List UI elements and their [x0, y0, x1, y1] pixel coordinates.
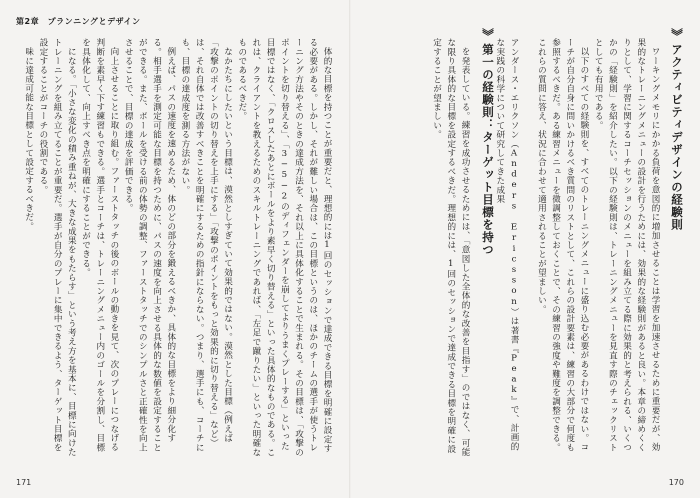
left-paragraph-1: 体的な目標を持つことが重要だと、理想的には1回のセッションで達成できる目標を明確に設定する必要がある。しかし、それが難しい場合は、この目標というのは、ほかのチームの選手が使うトレーニング方法やそのときの達成方法を、それ以上に具体化することで生まれる。その目標は、「攻撃のポイントを切り替える」、「3−5−2のディフェンダーを崩してよりうまくプレーする」といった目標ではなく、「クロスしたあとにボールをより素早く切り替える」といった具体的なものである。これは、クライアントを教えるためのスキルトレーニングであれば、「左足で蹴りたい」といった明確なものであるべきだ。 [236, 38, 332, 457]
left-paragraph-3: 例えば、パスの速度を速めるため、体のどの部分を鍛えるべきか、具体的な目標をより細分化する。相手選手を測定可能な目標を持つために、パスの速度を向上させる具体的な数値を設定することができる。また、ボールを受ける前の体勢の調整、ファーストタッチでのシンプルさと正確性を向上させることで、目標の達成を評価できる。 [123, 38, 176, 452]
right-body-text-a [526, 38, 662, 458]
running-header: 第2章 プランニングとデザイン [16, 17, 141, 26]
page-number-left: 171 [16, 478, 32, 487]
chevron-mark-icon: 》》 [670, 28, 684, 38]
page-number-right: 170 [668, 478, 684, 487]
right-paragraph-1: ワーキングメモリにかかる負荷を意図的に増加させることは学習を加速させるために重要だが、効果的なトレーニングメニューの設計を行うためには、効果的な経験則があると良い。本章の締めくくりとして、学習に関するコーチセッションのメニューを組み立てる際に効果的と考えられる、いくつかの「経験則」を紹介したい。以下の経験則は、トレーニングメニューを見直す際のチェックリストとしても有用である。 [593, 38, 660, 452]
left-body-text [23, 38, 334, 458]
left-paragraph-5: になる。「小さな変化の積み重ねが、大きな成果をもたらす」という考え方を基本に、目標に向けたトレーニングを組み立てることが重要だ。選手が自分のプレーに集中できるよう、ターゲット目標を設定することがコーチの役割である。 [37, 38, 77, 457]
left-paragraph-6: 味に達成可能な目標として設定するべきだ。 [23, 46, 34, 231]
chevron-mark-icon: 》》 [481, 28, 495, 38]
section-heading [670, 28, 684, 231]
subsection-heading [481, 28, 495, 256]
section-heading-text: アクティビティデザインの経験則 [670, 43, 684, 231]
right-body-text-b [364, 38, 472, 458]
right-paragraph-2: 以下のすべての経験則を、すべてのトレーニングメニューに盛り込む必要があるわけではない。コーチが自分自身に問いかけるべき質問のリストとして、これらの設計要素は、練習の大部分で何度も参照するべきだ。ある練習メニューを微調整しておくことで、その練習の強度や難度を調整できる。これらの質問に答え、状況に合わせて適用されることが望ましい。 [536, 38, 589, 452]
left-paragraph-4: 向上させることに取り組む。ファーストタッチの後のボールの動きを見て、次のプレーにつなげる判断を素早く下す練習もできる。選手とコーチは、トレーニングメニュー内のゴールを分割し、目標を具体化して、向上すべき点を明確にすることができる。 [80, 38, 119, 452]
right-paragraph-3: を発表している。練習を成功させるためには、「意図した全体的な改善を目指す」のではなく、可能な限り具体的な目標を設定するべきだ。理想的には、1回のセッションで達成できる目標を明確に設定することが望ましい。 [431, 38, 470, 457]
subsection-heading-text: 第一の経験則：ターゲット目標を持つ [481, 43, 495, 256]
left-paragraph-2: なかたちにしたいという目標は、漠然としすぎていて効果的ではない。漠然とした目標（例えば「攻撃のポイントの切り替えを上手にする」「攻撃のポイントをもっと効果的に切り替える」など）は、それ自体では改善すべきことを明確にするための指針にならない。つまり、選手にも、コーチにも、目標の達成度を測る方法がない。 [179, 38, 233, 452]
subsection-intro-line: アンダース・エリクソン（Anders Ericsson）は著書『Peak』で、計画的な実践の科学について研究してきた成果 [494, 38, 519, 451]
right-page [350, 0, 700, 498]
